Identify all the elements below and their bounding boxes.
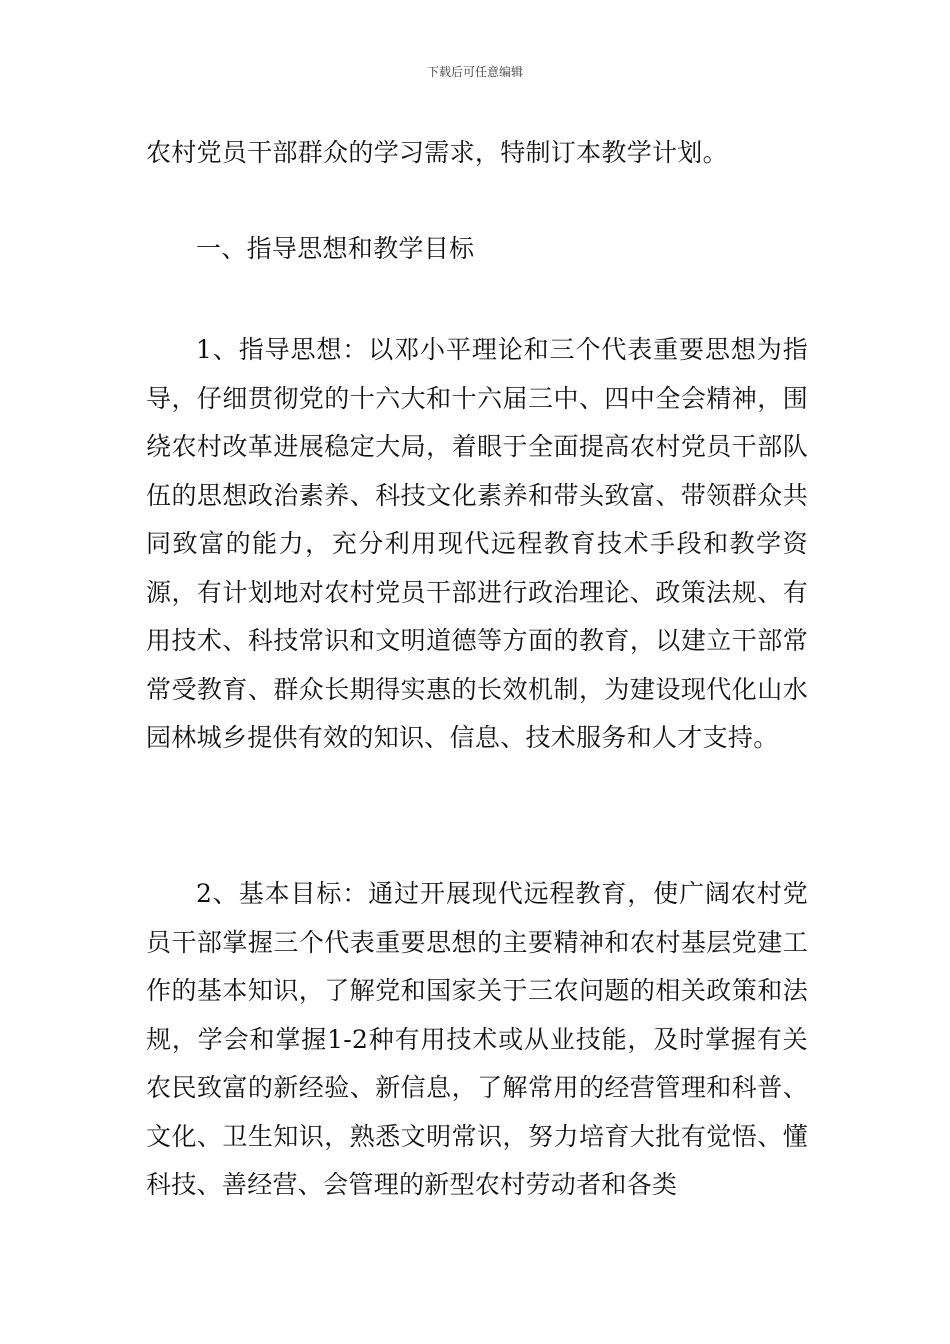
- page-header: 下载后可任意编辑: [426, 65, 523, 79]
- paragraph-guiding-ideology: 1、指导思想：以邓小平理论和三个代表重要思想为指导，仔细贯彻党的十六大和十六届三中、四中全会精神，围绕农村改革进展稳定大局，着眼于全面提高农村党员干部队伍的思想政治素养、科技文化素养和带头致富、带领群众共同致富的能力，充分利用现代远程教育技术手段和教学资源，有计划地对农村党员干部进行政治理论、政策法规、有用技术、科技常识和文明道德等方面的教育，以建立干部常常受教育、群众长期得实惠的长效机制，为建设现代化山水园林城乡提供有效的知识、信息、技术服务和人才支持。: [146, 335, 808, 752]
- paragraph-basic-goals: 2、基本目标：通过开展现代远程教育，使广阔农村党员干部掌握三个代表重要思想的主要精神和农村基层党建工作的基本知识，了解党和国家关于三农问题的相关政策和法规，学会和掌握1-2种有用技术或从业技能，及时掌握有关农民致富的新经验、新信息，了解常用的经营管理和科普、文化、卫生知识，熟悉文明常识，努力培育大批有觉悟、懂科技、善经营、会管理的新型农村劳动者和各类: [146, 879, 808, 1199]
- paragraph-continuation: 农村党员干部群众的学习需求，特制订本教学计划。: [146, 138, 728, 167]
- section-heading: 一、指导思想和教学目标: [196, 234, 475, 263]
